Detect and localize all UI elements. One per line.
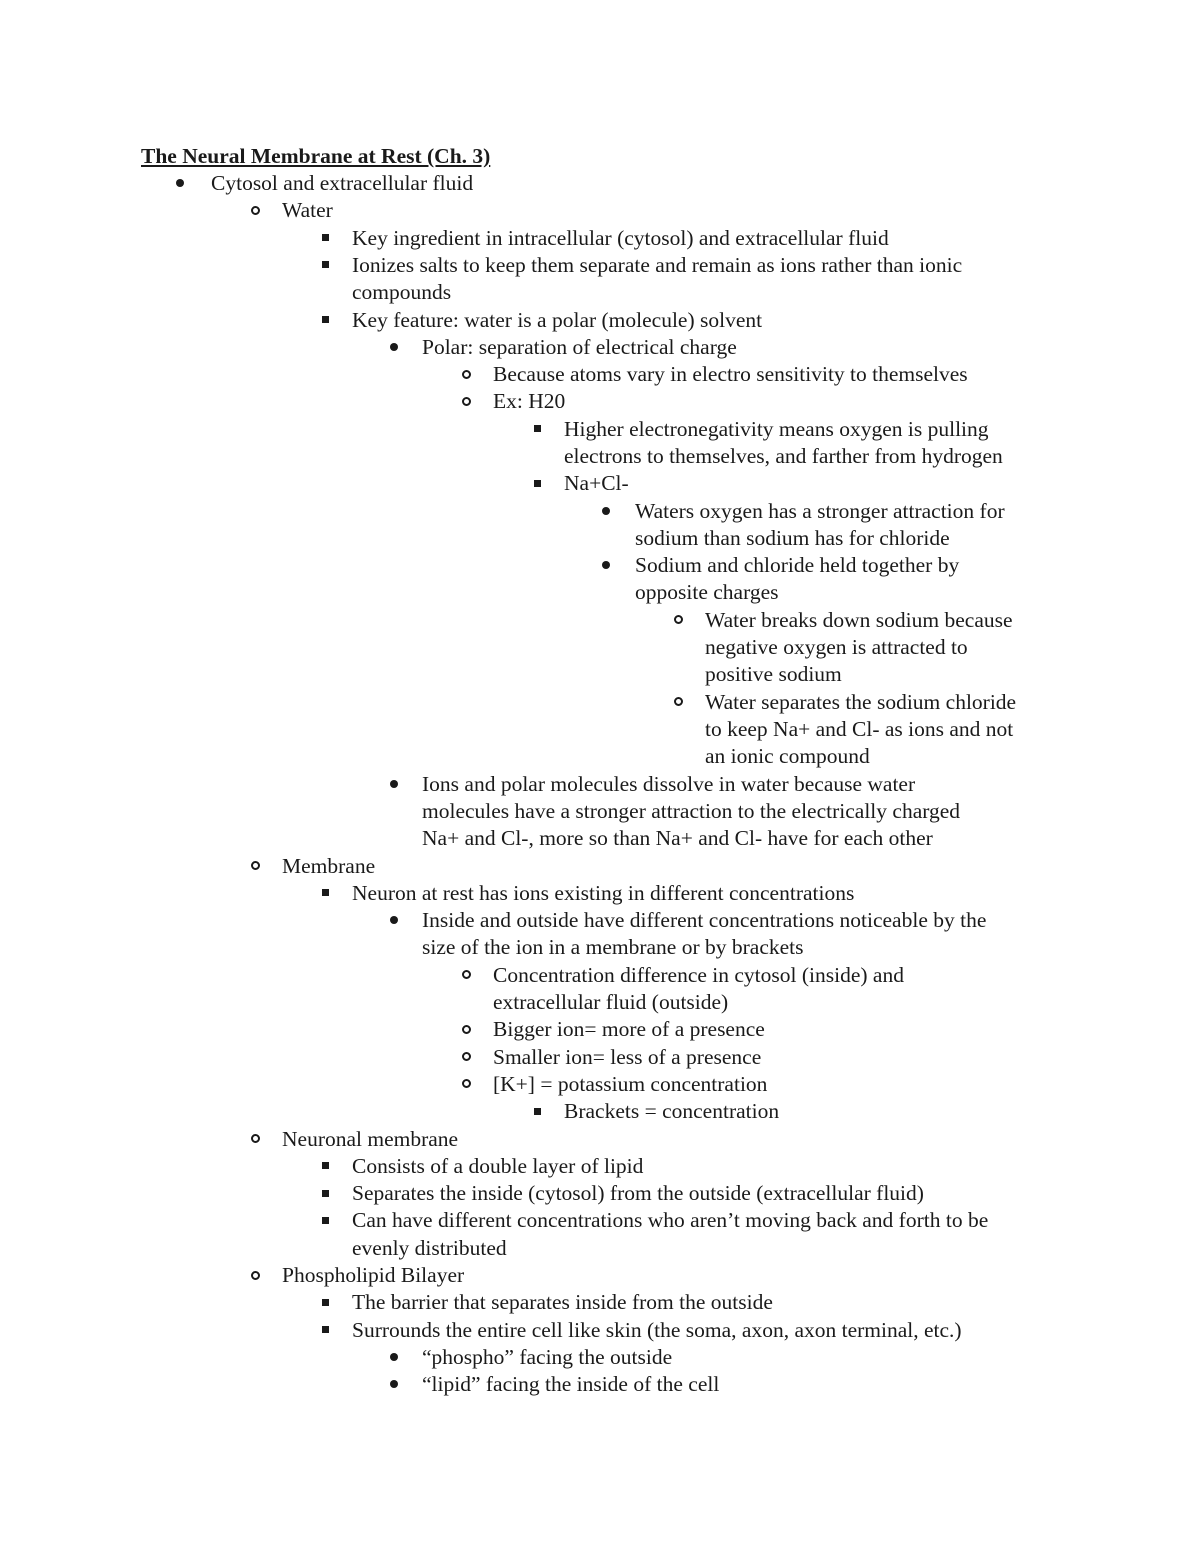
list-item-line: compounds <box>352 280 452 305</box>
list-item-text <box>352 1317 962 1344</box>
list-item-line: Because atoms vary in electro sensitivity to themselves <box>493 362 968 387</box>
list-item-line: Ex: H20 <box>493 389 566 414</box>
list-item-line: Membrane <box>282 853 376 878</box>
list-item-line: Polar: separation of electrical charge <box>422 334 737 359</box>
list-item-text <box>564 1098 779 1125</box>
list-item-text <box>635 552 959 607</box>
list-item-line: Water breaks down sodium because <box>705 607 1013 632</box>
list-item-line: Concentration difference in cytosol (inside) and <box>493 962 904 987</box>
list-item-text <box>282 197 333 224</box>
list-item-text <box>352 225 889 252</box>
list-item-line: Separates the inside (cytosol) from the outside (extracellular fluid) <box>352 1181 924 1206</box>
list-item-line: The barrier that separates inside from the outside <box>352 1290 773 1315</box>
list-item-line: to keep Na+ and Cl- as ions and not <box>705 716 1014 741</box>
list-item-text <box>422 1371 719 1398</box>
list-item-line: extracellular fluid (outside) <box>493 989 729 1014</box>
list-item-text <box>564 416 1003 471</box>
list-item-line: Ionizes salts to keep them separate and remain as ions rather than ionic <box>352 252 963 277</box>
list-item-line: Consists of a double layer of lipid <box>352 1153 644 1178</box>
list-item-text <box>352 880 854 907</box>
list-item-text <box>493 1071 767 1098</box>
list-item-line: positive sodium <box>705 662 842 687</box>
list-item-line: Inside and outside have different concentrations noticeable by the <box>422 908 987 933</box>
list-item-text <box>352 307 762 334</box>
list-item-line: Water <box>282 198 333 223</box>
list-item-line: Key feature: water is a polar (molecule) solvent <box>352 307 763 332</box>
list-item-text <box>493 361 968 388</box>
list-item-line: sodium than sodium has for chloride <box>635 525 950 550</box>
list-item-line: “phospho” facing the outside <box>422 1344 673 1369</box>
list-item-line: Waters oxygen has a stronger attraction for <box>635 498 1005 523</box>
list-item-line: Water separates the sodium chloride <box>705 689 1017 714</box>
list-item-text <box>352 1207 988 1262</box>
list-item-text <box>705 689 1016 771</box>
list-item-text <box>352 252 962 307</box>
list-item-line: Na+Cl- <box>564 471 629 496</box>
list-item-text <box>422 334 737 361</box>
list-item-line: Sodium and chloride held together by <box>635 553 960 578</box>
list-item-line: Brackets = concentration <box>564 1099 780 1124</box>
list-item-text <box>422 771 960 853</box>
list-item-line: opposite charges <box>635 580 779 605</box>
list-item-text <box>211 170 473 197</box>
list-item-line: Bigger ion= more of a presence <box>493 1017 765 1042</box>
list-item-line: Can have different concentrations who aren’t moving back and forth to be <box>352 1208 989 1233</box>
list-item-text <box>493 1016 765 1043</box>
list-item-text <box>422 907 986 962</box>
list-item-text <box>493 388 565 415</box>
list-item-line: [K+] = potassium concentration <box>493 1071 768 1096</box>
list-item-text <box>282 1126 458 1153</box>
list-item-line: molecules have a stronger attraction to the electrically charged <box>422 798 961 823</box>
list-item-text <box>493 1044 761 1071</box>
list-item-line: Surrounds the entire cell like skin (the soma, axon, axon terminal, etc.) <box>352 1317 962 1342</box>
list-item-line: evenly distributed <box>352 1235 507 1260</box>
list-item-line: size of the ion in a membrane or by brackets <box>422 935 804 960</box>
list-item-line: Key ingredient in intracellular (cytosol) and extracellular fluid <box>352 225 889 250</box>
list-item-line: electrons to themselves, and farther from hydrogen <box>564 443 1003 468</box>
list-item-text <box>493 962 904 1017</box>
list-item-line: Neuron at rest has ions existing in different concentrations <box>352 880 855 905</box>
list-item-line: Neuronal membrane <box>282 1126 459 1151</box>
list-item-line: Ions and polar molecules dissolve in water because water <box>422 771 916 796</box>
list-item-text <box>564 470 629 497</box>
list-item-line: Phospholipid Bilayer <box>282 1263 465 1287</box>
list-item-text <box>352 1289 773 1316</box>
list-item-line: Na+ and Cl-, more so than Na+ and Cl- have for each other <box>422 826 933 851</box>
list-item-text <box>422 1344 672 1371</box>
list-item-text <box>635 498 1005 553</box>
list-item-text <box>705 607 1013 689</box>
list-item-text <box>352 1180 924 1207</box>
list-item-line: Cytosol and extracellular fluid <box>211 171 474 195</box>
list-item-text <box>282 1262 464 1289</box>
list-item-line: negative oxygen is attracted to <box>705 635 968 660</box>
page-title: The Neural Membrane at Rest (Ch. 3) <box>141 144 491 168</box>
list-item-line: Smaller ion= less of a presence <box>493 1044 762 1069</box>
list-item-text <box>352 1153 643 1180</box>
list-item-line: Higher electronegativity means oxygen is pulling <box>564 416 989 441</box>
list-item-text <box>282 853 375 880</box>
list-item-line: “lipid” facing the inside of the cell <box>422 1372 720 1397</box>
list-item-line: an ionic compound <box>705 744 870 769</box>
